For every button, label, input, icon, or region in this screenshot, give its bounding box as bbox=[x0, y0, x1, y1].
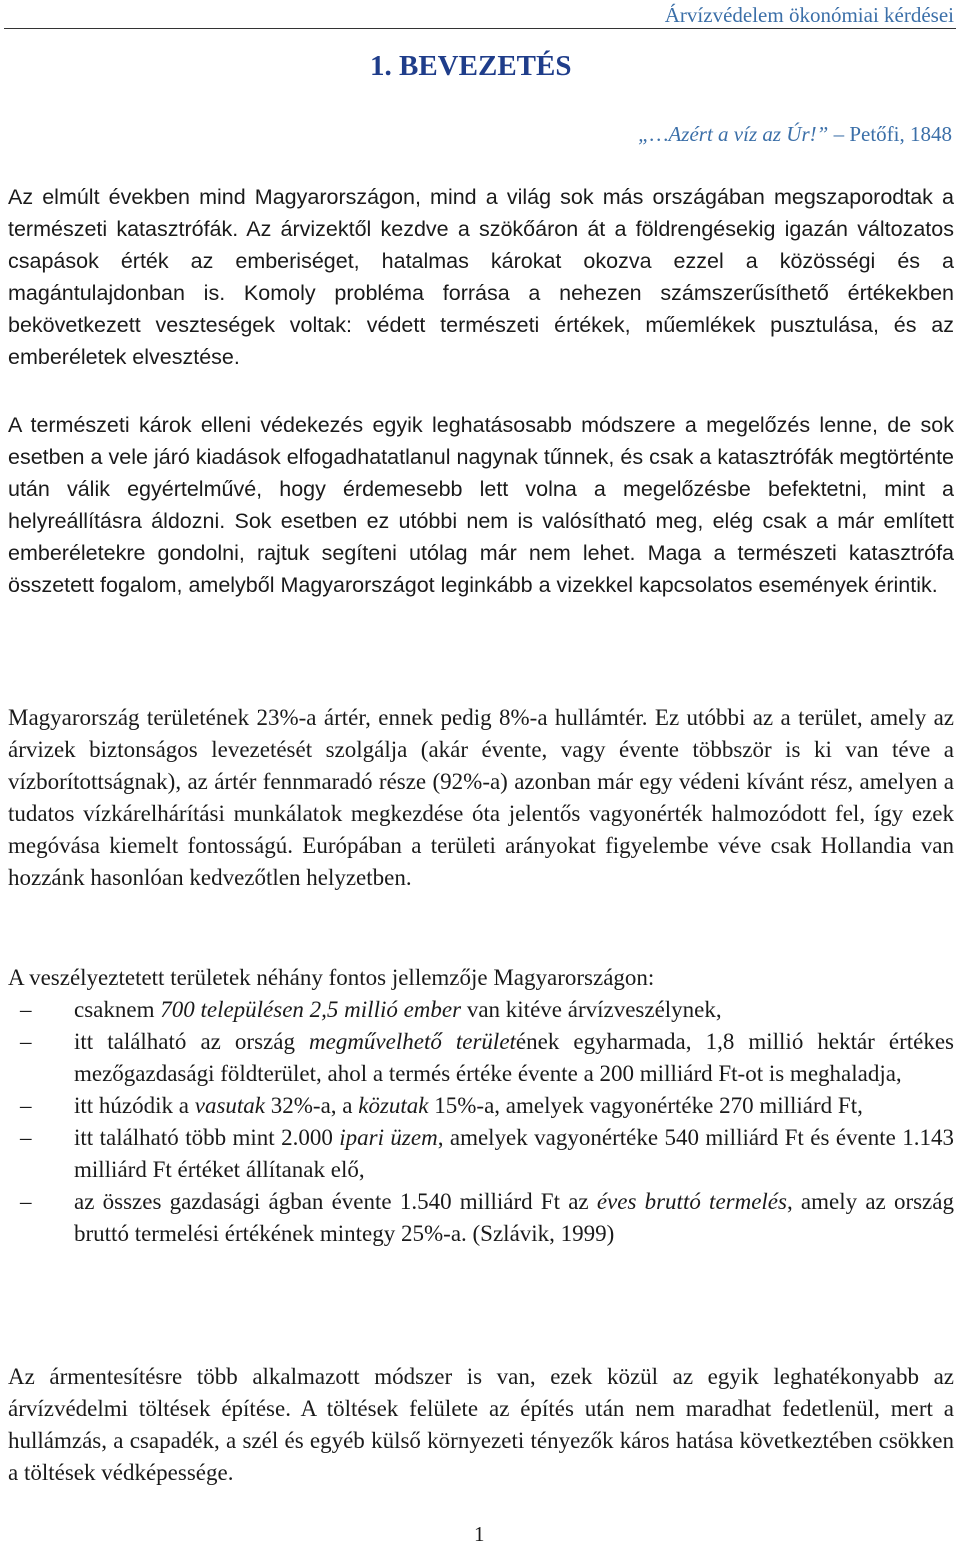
list-item-text: ének egyharmada, 1,8 millió hektár értékes mezőgazdasági földterület, ahol a termés értéke évente a 200 milliárd Ft-ot is meghaladja, bbox=[74, 1029, 954, 1086]
list-item-emphasis: 700 településen 2,5 millió ember bbox=[160, 997, 462, 1022]
header-divider bbox=[4, 28, 956, 29]
paragraph-prevention: A természeti károk elleni védekezés egyik leghatásosabb módszere a megelőzés lenne, de sok esetben a vele járó kiadások elfogadhatatlanul nagynak tűnnek, és csak a katasztrófák megtörténte után válik egyértelművé, hogy érdemesebb lett volna a megelőzésbe befektetni, mint a helyreállításra áldozni. Sok esetben ez utóbbi nem is valósítható meg, elég csak a már említett emberéletekre gondolni, rajtuk segíteni utólag már nem lehet. Maga a természeti katasztrófa összetett fogalom, amelyből Magyarországot leginkább a vizekkel kapcsolatos események érintik. bbox=[8, 413, 954, 597]
paragraph-intro: Az elmúlt években mind Magyarországon, mind a világ sok más országában megszaporodtak a természeti katasztrófák. Az árvizektől kezdve a szökőáron át a földrengésekig igazán változatos csapások érték az emberiséget, hatalmas károkat okozva ezzel a közösségi és a magántulajdonban is. Komoly probléma forrása a nehezen számszerűsíthető értékekben bekövetkezett veszteségek voltak: védett természeti értékek, műemlékek pusztulása, és az emberéletek elvesztése. bbox=[8, 185, 954, 369]
list-item bbox=[8, 1026, 954, 1090]
list-item-text: , amely az ország bruttó termelési értékének mintegy 25%-a. (Szlávik, 1999) bbox=[74, 1189, 954, 1246]
paragraph-list-intro: A veszélyeztetett területek néhány fontos jellemzője Magyarországon: bbox=[8, 965, 655, 990]
list-item-text: az összes gazdasági ágban évente 1.540 milliárd Ft az bbox=[74, 1189, 597, 1214]
list-item-text: itt húzódik a bbox=[74, 1093, 195, 1118]
list-dash: – bbox=[20, 1029, 32, 1054]
list-item bbox=[8, 1122, 954, 1186]
list-item bbox=[8, 1090, 954, 1122]
motto-author: Petőfi, 1848 bbox=[849, 122, 952, 146]
paragraph-floodplain: Magyarország területének 23%-a ártér, ennek pedig 8%-a hullámtér. Ez utóbbi az a terület, amely az árvizek biztonságos levezetését szolgálja (akár évente, vagy évente többször is ki van téve a vízborítottságnak), az ártér fennmaradó része (92%-a) azonban már egy védeni kívánt rész, amelyen a tudatos vízkárelhárítási munkálatok megkezdése óta jelentős vagyonérték halmozódott fel, így ezek megóvása kiemelt fontosságú. Európában a területi arányokat figyelembe véve csak Hollandia van hozzánk hasonlóan kedvezőtlen helyzetben. bbox=[8, 705, 954, 890]
list-item-text: , amelyek vagyonértéke 540 milliárd Ft és évente 1.143 milliárd Ft értéket állítanak elő, bbox=[74, 1125, 954, 1182]
list-item-emphasis: éves bruttó termelés bbox=[596, 1189, 787, 1214]
list-dash: – bbox=[20, 1125, 32, 1150]
list-item-text: 15%-a, amelyek vagyonértéke 270 milliárd Ft, bbox=[428, 1093, 863, 1118]
page-number: 1 bbox=[474, 1522, 485, 1546]
list-item bbox=[8, 1186, 954, 1250]
list-item-emphasis: közutak bbox=[358, 1093, 429, 1118]
list-item-text: 32%-a, a bbox=[265, 1093, 359, 1118]
list-item bbox=[8, 994, 954, 1026]
characteristics-list bbox=[8, 994, 954, 1250]
running-header-title: Árvízvédelem ökonómiai kérdései bbox=[664, 3, 954, 27]
list-item-text: van kitéve árvízveszélynek, bbox=[461, 997, 722, 1022]
list-item-text: itt található több mint 2.000 bbox=[74, 1125, 340, 1150]
list-item-emphasis: megművelhető terület bbox=[309, 1029, 516, 1054]
list-item-text: csaknem bbox=[74, 997, 161, 1022]
list-item-emphasis: vasutak bbox=[194, 1093, 265, 1118]
chapter-title: 1. BEVEZETÉS bbox=[370, 50, 572, 82]
list-item-emphasis: ipari üzem bbox=[339, 1125, 438, 1150]
list-item-text: itt található az ország bbox=[74, 1029, 309, 1054]
motto-quote: „…Azért a víz az Úr!” bbox=[638, 122, 829, 146]
list-dash: – bbox=[20, 997, 32, 1022]
paragraph-levees: Az ármentesítésre több alkalmazott módszer is van, ezek közül az egyik leghatékonyabb az árvízvédelmi töltések építése. A töltések felülete az építés után nem maradhat fedetlenül, mert a hullámzás, a csapadék, a szél és egyéb külső környezeti tényezők káros hatása következtében csökken a töltések védképessége. bbox=[8, 1364, 954, 1485]
list-dash: – bbox=[20, 1093, 32, 1118]
list-dash: – bbox=[20, 1189, 32, 1214]
motto bbox=[638, 122, 952, 147]
motto-separator: – bbox=[833, 122, 850, 146]
